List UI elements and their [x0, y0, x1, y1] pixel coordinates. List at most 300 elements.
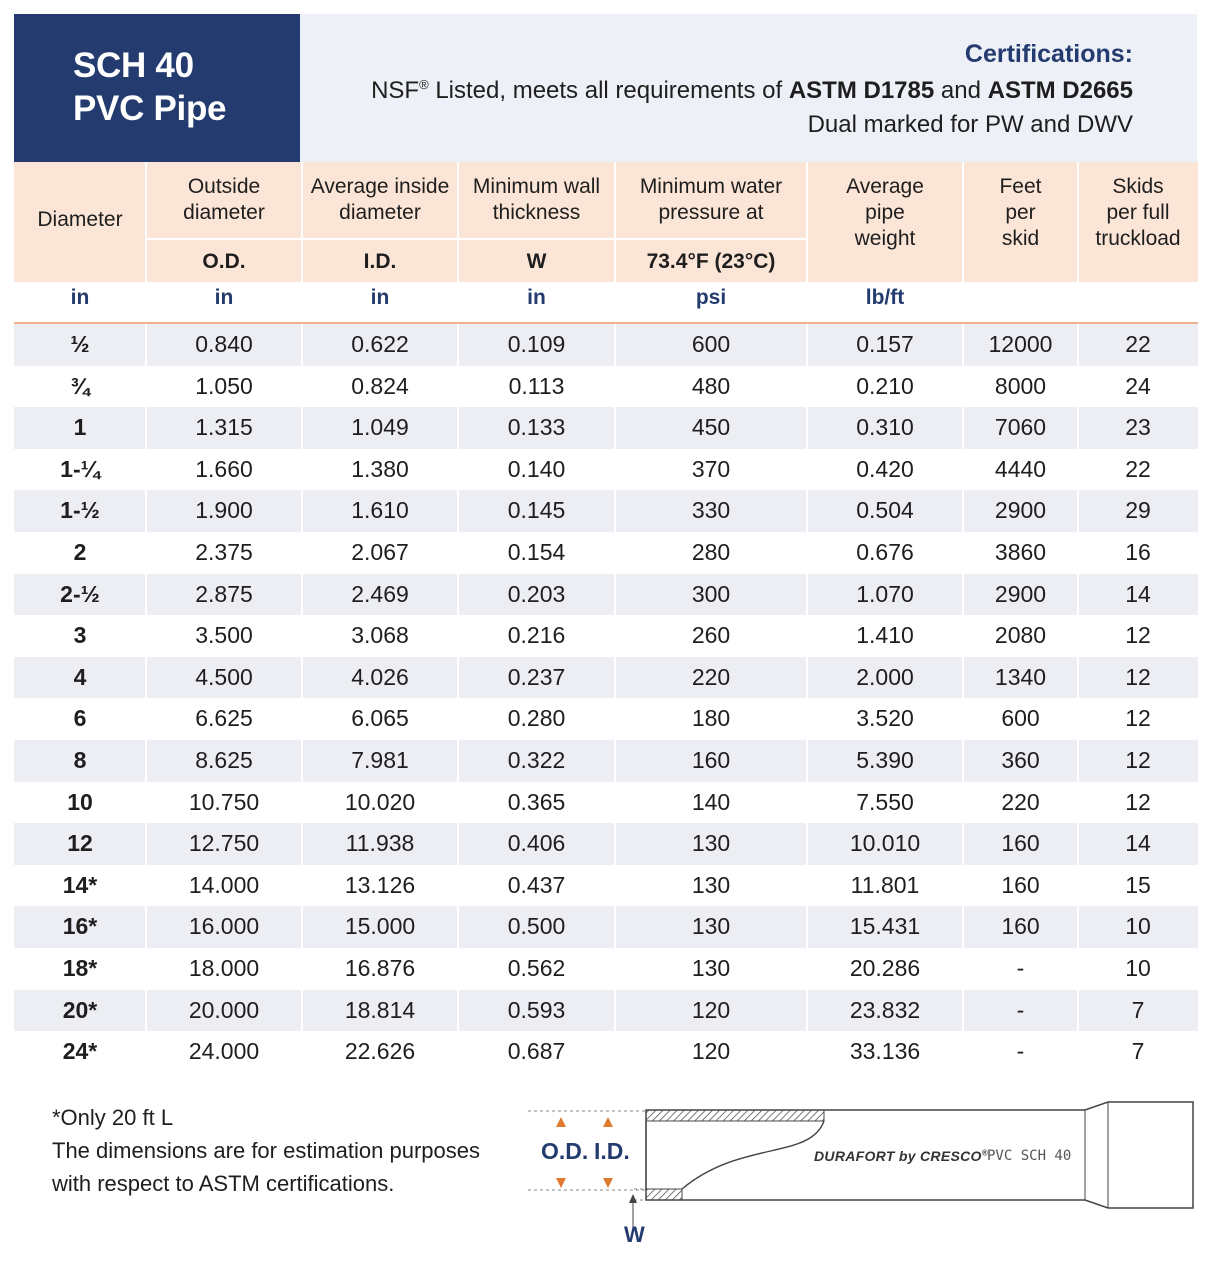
- row-column-separator: [301, 906, 303, 948]
- brand-logo: [814, 1148, 988, 1164]
- table-cell: 0.824: [351, 372, 409, 399]
- table-cell: 16: [1125, 539, 1151, 565]
- row-column-separator: [457, 782, 459, 824]
- column-header-line: thickness: [492, 201, 581, 224]
- table-cell: 0.310: [856, 414, 914, 441]
- table-cell: 260: [691, 622, 731, 649]
- row-column-separator: [962, 823, 964, 865]
- table-cell: 3.500: [195, 622, 253, 649]
- table-cell: 220: [1001, 788, 1040, 815]
- table-cell: 0.437: [507, 871, 566, 898]
- row-column-separator: [457, 324, 459, 366]
- row-column-separator: [962, 657, 964, 699]
- table-cell: 0.133: [507, 414, 566, 441]
- column-header-line: pipe: [865, 201, 905, 224]
- row-column-separator: [145, 823, 147, 865]
- column-header: [807, 174, 963, 252]
- table-cell: 12: [1125, 622, 1151, 649]
- wall-bottom-hatch: [646, 1189, 682, 1200]
- row-column-separator: [301, 782, 303, 824]
- row-column-separator: [614, 740, 616, 782]
- row-column-separator: [301, 490, 303, 532]
- table-cell: 10.750: [188, 788, 260, 815]
- table-cell: 480: [691, 372, 731, 399]
- row-column-separator: [962, 782, 964, 824]
- table-cell: 280: [691, 539, 731, 565]
- table-cell: 360: [1001, 747, 1040, 773]
- table-row: [14, 407, 1198, 449]
- row-column-separator: [457, 532, 459, 574]
- table-cell: 120: [691, 996, 731, 1023]
- table-row: [14, 490, 1198, 532]
- table-cell: 1.380: [351, 455, 409, 482]
- table-row: [14, 948, 1198, 990]
- column-header-line: skid: [1001, 227, 1040, 250]
- cert-text-a: Listed, meets all requirements of: [428, 77, 789, 104]
- w-label: W: [624, 1222, 645, 1247]
- row-column-separator: [1077, 1031, 1079, 1073]
- diameter-cell: 16*: [62, 913, 98, 940]
- row-column-separator: [457, 948, 459, 990]
- table-row: [14, 615, 1198, 657]
- row-column-separator: [962, 407, 964, 449]
- row-column-separator: [301, 865, 303, 907]
- row-column-separator: [1077, 740, 1079, 782]
- table-cell: 1.660: [195, 455, 253, 482]
- row-column-separator: [962, 615, 964, 657]
- column-header-line: diameter: [183, 201, 265, 224]
- table-cell: 1.050: [195, 372, 253, 399]
- table-cell: 0.157: [856, 331, 914, 357]
- table-cell: 2080: [994, 622, 1047, 649]
- pipe-diagram: [520, 1090, 1210, 1260]
- row-column-separator: [962, 948, 964, 990]
- row-column-separator: [806, 657, 808, 699]
- table-cell: 23.832: [849, 996, 921, 1023]
- row-column-separator: [457, 865, 459, 907]
- table-row: [14, 449, 1198, 491]
- table-cell: 5.390: [856, 747, 914, 773]
- row-column-separator: [457, 990, 459, 1032]
- row-column-separator: [145, 782, 147, 824]
- table-cell: 10: [1125, 913, 1151, 940]
- table-row: [14, 657, 1198, 699]
- row-column-separator: [301, 740, 303, 782]
- od-label: O.D.: [541, 1138, 589, 1164]
- table-cell: 0.145: [507, 497, 566, 524]
- table-cell: 0.406: [507, 830, 566, 857]
- cert-nsf: NSF: [371, 77, 420, 104]
- table-cell: 29: [1125, 497, 1151, 524]
- table-cell: 1.900: [195, 497, 253, 524]
- table-cell: 160: [1001, 913, 1040, 940]
- table-cell: 0.140: [507, 455, 566, 482]
- table-cell: 15: [1125, 871, 1151, 898]
- table-cell: 2900: [994, 497, 1047, 524]
- diameter-cell: ½: [70, 331, 90, 357]
- row-column-separator: [145, 532, 147, 574]
- table-cell: 16.876: [344, 955, 416, 981]
- certifications-title: Certifications:: [964, 40, 1133, 68]
- row-column-separator: [457, 615, 459, 657]
- row-column-separator: [145, 324, 147, 366]
- id-arrow-down-icon: [603, 1178, 613, 1188]
- table-cell: 160: [691, 747, 731, 773]
- row-column-separator: [145, 865, 147, 907]
- table-cell: 8000: [994, 372, 1047, 399]
- row-column-separator: [614, 449, 616, 491]
- row-column-separator: [962, 449, 964, 491]
- table-cell: 24.000: [188, 1038, 260, 1065]
- row-column-separator: [962, 1031, 964, 1073]
- table-cell: 8.625: [195, 747, 253, 773]
- row-column-separator: [1077, 407, 1079, 449]
- row-column-separator: [806, 990, 808, 1032]
- row-column-separator: [1077, 865, 1079, 907]
- table-cell: 0.154: [507, 539, 566, 565]
- row-column-separator: [145, 615, 147, 657]
- table-cell: 14: [1125, 580, 1151, 607]
- table-cell: 220: [691, 663, 731, 690]
- column-header-line: Feet: [999, 175, 1042, 198]
- header-code-separator: [146, 238, 807, 240]
- row-column-separator: [301, 823, 303, 865]
- id-arrow-up-icon: [603, 1117, 613, 1127]
- row-column-separator: [301, 407, 303, 449]
- row-column-separator: [1077, 948, 1079, 990]
- table-cell: 600: [691, 331, 731, 357]
- row-column-separator: [457, 366, 459, 408]
- column-header-line: Minimum water: [639, 175, 783, 198]
- row-column-separator: [145, 906, 147, 948]
- table-cell: 6.065: [351, 705, 409, 732]
- row-column-separator: [145, 490, 147, 532]
- column-code: O.D.: [202, 250, 246, 273]
- table-cell: 450: [691, 414, 731, 441]
- column-header: [146, 174, 302, 226]
- table-row: [14, 698, 1198, 740]
- row-column-separator: [806, 948, 808, 990]
- row-column-separator: [962, 740, 964, 782]
- table-cell: 0.210: [856, 372, 914, 399]
- row-column-separator: [962, 865, 964, 907]
- row-column-separator: [301, 948, 303, 990]
- table-row: [14, 823, 1198, 865]
- table-cell: 12000: [988, 331, 1053, 357]
- table-row: [14, 865, 1198, 907]
- table-cell: 15.431: [849, 913, 921, 940]
- certifications-line1: [371, 77, 1133, 105]
- row-column-separator: [457, 698, 459, 740]
- row-column-separator: [1077, 574, 1079, 616]
- row-column-separator: [806, 782, 808, 824]
- row-column-separator: [962, 490, 964, 532]
- certifications-line2: Dual marked for PW and DWV: [807, 111, 1133, 138]
- row-column-separator: [145, 366, 147, 408]
- row-column-separator: [806, 366, 808, 408]
- table-cell: 330: [691, 497, 731, 524]
- table-cell: 130: [691, 871, 731, 898]
- cert-standard-2: ASTM D2665: [987, 77, 1133, 104]
- row-column-separator: [614, 990, 616, 1032]
- row-column-separator: [301, 574, 303, 616]
- table-cell: 12: [1125, 705, 1151, 732]
- row-column-separator: [1077, 657, 1079, 699]
- diameter-cell: 2-½: [60, 580, 100, 607]
- table-cell: 0.622: [351, 331, 409, 357]
- column-header-line: Diameter: [37, 208, 123, 231]
- table-cell: 12: [1125, 788, 1151, 815]
- row-column-separator: [962, 532, 964, 574]
- column-unit: psi: [695, 286, 727, 309]
- disclaimer-line1: The dimensions are for estimation purposes: [52, 1138, 480, 1163]
- column-header: [963, 174, 1078, 252]
- row-column-separator: [145, 449, 147, 491]
- table-cell: 18.000: [188, 955, 260, 981]
- table-cell: 20.000: [188, 996, 260, 1023]
- table-cell: 0.676: [856, 539, 914, 565]
- table-cell: -: [1016, 1038, 1025, 1065]
- table-cell: 11.938: [345, 830, 415, 857]
- table-cell: 0.216: [507, 622, 566, 649]
- row-column-separator: [145, 574, 147, 616]
- row-column-separator: [806, 698, 808, 740]
- table-cell: 4.500: [195, 663, 253, 690]
- diameter-cell: 1: [73, 414, 87, 441]
- column-code: W: [526, 250, 547, 273]
- row-column-separator: [614, 615, 616, 657]
- table-cell: 180: [691, 705, 731, 732]
- table-cell: 7: [1131, 996, 1145, 1023]
- table-cell: 22: [1125, 455, 1151, 482]
- diameter-cell: 2: [73, 539, 87, 565]
- diameter-cell: ¾: [70, 372, 90, 399]
- diameter-cell: 12: [67, 830, 93, 857]
- diameter-cell: 18*: [62, 955, 98, 981]
- column-header-line: Skids: [1112, 175, 1164, 198]
- table-cell: 160: [1001, 871, 1040, 898]
- column-code: I.D.: [363, 250, 397, 273]
- table-cell: 600: [1001, 705, 1040, 732]
- diameter-cell: 24*: [62, 1038, 98, 1065]
- table-cell: 23: [1125, 414, 1151, 441]
- row-column-separator: [614, 490, 616, 532]
- table-cell: 10: [1125, 955, 1151, 981]
- column-unit: in: [214, 286, 234, 309]
- row-column-separator: [457, 449, 459, 491]
- row-column-separator: [145, 990, 147, 1032]
- table-cell: 18.814: [344, 996, 416, 1023]
- table-cell: 370: [691, 455, 731, 482]
- table-cell: 10.010: [849, 830, 921, 857]
- table-cell: 33.136: [849, 1038, 921, 1065]
- row-column-separator: [457, 823, 459, 865]
- column-header-line: per: [1005, 201, 1036, 224]
- row-column-separator: [806, 490, 808, 532]
- row-column-separator: [614, 574, 616, 616]
- row-column-separator: [301, 1031, 303, 1073]
- table-cell: 0.840: [195, 331, 253, 357]
- table-row: [14, 324, 1198, 366]
- column-unit: in: [370, 286, 390, 309]
- table-row: [14, 1031, 1198, 1073]
- table-cell: 14: [1125, 830, 1151, 857]
- column-header: [14, 207, 146, 233]
- row-column-separator: [806, 865, 808, 907]
- table-cell: 1340: [994, 663, 1047, 690]
- table-row: [14, 906, 1198, 948]
- row-column-separator: [614, 823, 616, 865]
- row-column-separator: [962, 574, 964, 616]
- table-cell: 22.626: [344, 1038, 416, 1065]
- row-column-separator: [1077, 324, 1079, 366]
- brand-text: DURAFORT by CRESCO: [814, 1148, 982, 1164]
- table-cell: 15.000: [344, 913, 416, 940]
- table-cell: 0.109: [507, 331, 566, 357]
- row-column-separator: [457, 574, 459, 616]
- column-header: [615, 174, 807, 226]
- row-column-separator: [962, 698, 964, 740]
- table-cell: 20.286: [849, 955, 921, 981]
- table-cell: 160: [1001, 830, 1040, 857]
- table-cell: 0.365: [507, 788, 566, 815]
- table-cell: 12: [1125, 663, 1151, 690]
- row-column-separator: [614, 948, 616, 990]
- row-column-separator: [962, 990, 964, 1032]
- column-header-line: Average inside: [310, 175, 450, 198]
- od-arrow-down-icon: [556, 1178, 566, 1188]
- table-cell: 130: [691, 955, 731, 981]
- diameter-cell: 1-¼: [60, 455, 100, 482]
- diameter-cell: 4: [73, 663, 87, 690]
- row-column-separator: [301, 324, 303, 366]
- table-row: [14, 532, 1198, 574]
- table-cell: 0.504: [856, 497, 914, 524]
- table-cell: 1.610: [351, 497, 409, 524]
- table-cell: 0.237: [507, 663, 566, 690]
- column-header-line: Average: [846, 175, 924, 198]
- row-column-separator: [962, 366, 964, 408]
- id-label: I.D.: [594, 1138, 630, 1164]
- table-cell: 2.000: [856, 663, 914, 690]
- column-header-line: per full: [1106, 201, 1170, 224]
- row-column-separator: [962, 906, 964, 948]
- row-column-separator: [1077, 449, 1079, 491]
- row-column-separator: [614, 324, 616, 366]
- diameter-cell: 1-½: [60, 497, 100, 524]
- table-cell: 1.410: [856, 622, 914, 649]
- table-cell: -: [1016, 955, 1025, 981]
- column-header-line: weight: [854, 227, 916, 250]
- column-header-line: Outside: [187, 175, 261, 198]
- row-column-separator: [457, 407, 459, 449]
- row-column-separator: [806, 324, 808, 366]
- row-column-separator: [301, 990, 303, 1032]
- table-cell: 6.625: [195, 705, 253, 732]
- row-column-separator: [301, 657, 303, 699]
- row-column-separator: [145, 657, 147, 699]
- certifications-box: [300, 14, 1197, 162]
- row-column-separator: [806, 449, 808, 491]
- table-cell: 300: [691, 580, 731, 607]
- table-cell: 0.500: [507, 913, 566, 940]
- row-column-separator: [806, 407, 808, 449]
- diameter-cell: 20*: [62, 996, 98, 1023]
- row-column-separator: [806, 615, 808, 657]
- row-column-separator: [145, 698, 147, 740]
- table-cell: 2.875: [195, 580, 253, 607]
- row-column-separator: [145, 740, 147, 782]
- row-column-separator: [614, 782, 616, 824]
- row-column-separator: [457, 740, 459, 782]
- row-column-separator: [457, 906, 459, 948]
- table-cell: 130: [691, 830, 731, 857]
- row-column-separator: [962, 324, 964, 366]
- column-code: 73.4°F (23°C): [646, 250, 776, 273]
- row-column-separator: [301, 615, 303, 657]
- row-column-separator: [1077, 490, 1079, 532]
- table-cell: 140: [691, 788, 731, 815]
- row-column-separator: [301, 532, 303, 574]
- table-cell: 3.068: [351, 622, 409, 649]
- page-title-line1: SCH 40: [73, 46, 194, 85]
- diameter-cell: 3: [73, 622, 87, 649]
- page-title-line2: PVC Pipe: [73, 89, 227, 128]
- row-column-separator: [614, 698, 616, 740]
- disclaimer-line2: with respect to ASTM certifications.: [52, 1171, 395, 1196]
- cert-registered-mark: ®: [419, 77, 429, 92]
- row-column-separator: [806, 823, 808, 865]
- table-row: [14, 740, 1198, 782]
- table-cell: 1.315: [195, 414, 253, 441]
- table-cell: 7: [1131, 1038, 1145, 1065]
- row-column-separator: [457, 490, 459, 532]
- brand-tm: ®: [981, 1148, 988, 1158]
- row-column-separator: [1077, 532, 1079, 574]
- table-cell: 7.550: [856, 788, 914, 815]
- diameter-cell: 8: [73, 747, 87, 773]
- cert-standard-1: ASTM D1785: [788, 77, 935, 104]
- table-cell: 0.420: [856, 455, 914, 482]
- table-row: [14, 990, 1198, 1032]
- od-arrow-up-icon: [556, 1117, 566, 1127]
- row-column-separator: [301, 366, 303, 408]
- column-header-line: diameter: [339, 201, 421, 224]
- row-column-separator: [1077, 698, 1079, 740]
- row-column-separator: [614, 366, 616, 408]
- table-row: [14, 366, 1198, 408]
- cert-text-b: and: [934, 77, 988, 104]
- row-column-separator: [614, 906, 616, 948]
- row-column-separator: [457, 1031, 459, 1073]
- table-cell: 7.981: [351, 747, 409, 773]
- diameter-cell: 6: [73, 705, 87, 732]
- row-column-separator: [614, 407, 616, 449]
- row-column-separator: [1077, 823, 1079, 865]
- row-column-separator: [614, 1031, 616, 1073]
- brand-product: PVC SCH 40: [987, 1148, 1072, 1164]
- table-cell: 13.126: [344, 871, 416, 898]
- row-column-separator: [145, 948, 147, 990]
- column-unit: lb/ft: [865, 286, 905, 309]
- table-row: [14, 574, 1198, 616]
- table-cell: 2.067: [351, 539, 409, 565]
- table-cell: 7060: [994, 414, 1047, 441]
- table-cell: 0.322: [507, 747, 566, 773]
- row-column-separator: [614, 657, 616, 699]
- row-column-separator: [145, 1031, 147, 1073]
- row-column-separator: [614, 532, 616, 574]
